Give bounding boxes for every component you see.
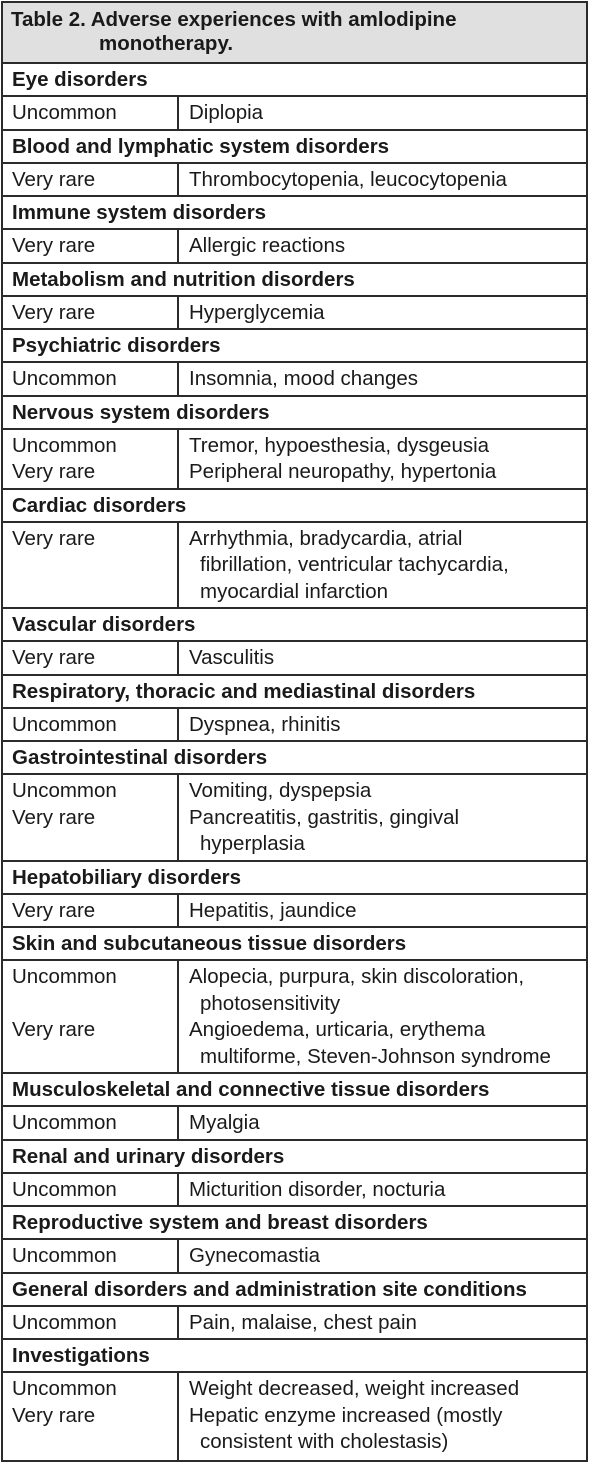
section-header: Respiratory, thoracic and mediastinal disorders xyxy=(3,676,586,709)
frequency-label: Uncommon xyxy=(12,1310,117,1334)
frequency-label: Uncommon xyxy=(12,1111,117,1134)
table-caption xyxy=(3,3,586,64)
frequency-label: Very rare xyxy=(12,1018,96,1041)
adverse-event-text: Allergic reactions xyxy=(189,234,346,257)
frequency-cell xyxy=(3,430,179,488)
table-row xyxy=(3,164,586,198)
frequency-cell xyxy=(3,297,179,329)
adverse-events-cell xyxy=(179,709,586,741)
frequency-cell xyxy=(3,709,179,741)
adverse-events-cell xyxy=(179,164,586,196)
frequency-label: Uncommon xyxy=(12,965,117,988)
frequency-cell xyxy=(3,1174,179,1206)
frequency-label: Uncommon xyxy=(12,101,117,124)
table-row xyxy=(3,363,586,397)
adverse-events-cell xyxy=(179,1174,586,1206)
section-header: Hepatobiliary disorders xyxy=(3,862,586,895)
frequency-label xyxy=(12,991,177,1018)
adverse-event-text: myocardial infarction xyxy=(200,579,388,603)
section-header: Cardiac disorders xyxy=(3,490,586,523)
table-row xyxy=(3,1174,586,1208)
section-header: Metabolism and nutrition disorders xyxy=(3,264,586,297)
adverse-event-text: Weight decreased, weight increased xyxy=(189,1377,520,1400)
table-body xyxy=(3,64,586,1460)
frequency-cell xyxy=(3,230,179,262)
adverse-event-text: Thrombocytopenia, leucocytopenia xyxy=(189,167,507,191)
adverse-events-cell xyxy=(179,97,586,129)
adverse-events-cell xyxy=(179,1240,586,1272)
adverse-events-cell xyxy=(179,895,586,927)
table-row xyxy=(3,709,586,743)
frequency-cell xyxy=(3,775,179,860)
frequency-cell xyxy=(3,961,179,1072)
adverse-events-cell xyxy=(179,430,586,488)
adverse-events-cell xyxy=(179,1107,586,1139)
frequency-label: Very rare xyxy=(12,1403,96,1427)
section-header: Immune system disorders xyxy=(3,197,586,230)
adverse-event-text: Myalgia xyxy=(189,1111,260,1134)
section-header: Eye disorders xyxy=(3,64,586,97)
table-row xyxy=(3,1307,586,1341)
adverse-experiences-table xyxy=(1,1,588,1462)
adverse-event-text: multiforme, Steven-Johnson syndrome xyxy=(200,1044,551,1068)
adverse-events-cell xyxy=(179,1307,586,1339)
adverse-event-text: Vasculitis xyxy=(189,646,275,669)
frequency-label: Uncommon xyxy=(12,1244,117,1267)
table-row xyxy=(3,230,586,264)
adverse-events-cell xyxy=(179,775,586,860)
section-header: Renal and urinary disorders xyxy=(3,1141,586,1174)
frequency-cell xyxy=(3,363,179,395)
frequency-cell xyxy=(3,1107,179,1139)
adverse-event-text: Peripheral neuropathy, hypertonia xyxy=(189,460,497,483)
frequency-label: Very rare xyxy=(12,805,96,829)
table-row xyxy=(3,1373,586,1460)
frequency-cell xyxy=(3,642,179,674)
section-header: Musculoskeletal and connective tissue disorders xyxy=(3,1074,586,1107)
table-row xyxy=(3,961,586,1074)
adverse-event-text: Diplopia xyxy=(189,101,264,124)
table-title-line1: Table 2. Adverse experiences with amlodipine xyxy=(11,8,457,31)
table-row xyxy=(3,1240,586,1274)
section-header: Reproductive system and breast disorders xyxy=(3,1207,586,1240)
adverse-event-text: Hepatitis, jaundice xyxy=(189,898,357,922)
adverse-event-text: fibrillation, ventricular tachycardia, xyxy=(200,553,509,576)
adverse-event-text: consistent with cholestasis) xyxy=(200,1430,449,1453)
frequency-label: Uncommon xyxy=(12,1377,117,1400)
frequency-label: Uncommon xyxy=(12,433,117,457)
frequency-label: Uncommon xyxy=(12,712,117,736)
table-row xyxy=(3,775,586,862)
frequency-label: Uncommon xyxy=(12,779,117,802)
frequency-label: Very rare xyxy=(12,234,96,257)
adverse-events-cell xyxy=(179,230,586,262)
adverse-event-text: Insomnia, mood changes xyxy=(189,367,419,390)
adverse-event-text: hyperplasia xyxy=(200,832,305,855)
section-header: Investigations xyxy=(3,1340,586,1373)
adverse-events-cell xyxy=(179,363,586,395)
table-row xyxy=(3,297,586,331)
adverse-event-text: Angioedema, urticaria, erythema xyxy=(189,1018,486,1041)
section-header: Blood and lymphatic system disorders xyxy=(3,131,586,164)
frequency-label: Very rare xyxy=(12,646,96,669)
adverse-event-text: photosensitivity xyxy=(200,991,341,1015)
adverse-event-text: Dyspnea, rhinitis xyxy=(189,712,341,736)
frequency-label: Very rare xyxy=(12,167,96,191)
frequency-label: Very rare xyxy=(12,460,96,483)
section-header: Nervous system disorders xyxy=(3,397,586,430)
adverse-event-text: Hyperglycemia xyxy=(189,300,325,324)
frequency-cell xyxy=(3,523,179,608)
adverse-event-text: Tremor, hypoesthesia, dysgeusia xyxy=(189,433,490,457)
section-header: Skin and subcutaneous tissue disorders xyxy=(3,928,586,961)
adverse-event-text: Micturition disorder, nocturia xyxy=(189,1177,446,1201)
adverse-event-text: Alopecia, purpura, skin discoloration, xyxy=(189,965,525,988)
table-row xyxy=(3,97,586,131)
adverse-events-cell xyxy=(179,961,586,1072)
frequency-label: Very rare xyxy=(12,526,96,550)
table-row xyxy=(3,430,586,490)
table-title-line2: monotherapy. xyxy=(99,32,234,55)
adverse-event-text: Vomiting, dyspepsia xyxy=(189,779,372,802)
adverse-event-text: Arrhythmia, bradycardia, atrial xyxy=(189,526,463,550)
adverse-event-text: Hepatic enzyme increased (mostly xyxy=(189,1403,503,1427)
frequency-cell xyxy=(3,1307,179,1339)
frequency-cell xyxy=(3,164,179,196)
frequency-label: Uncommon xyxy=(12,1177,117,1201)
frequency-cell xyxy=(3,97,179,129)
frequency-label: Very rare xyxy=(12,300,96,324)
section-header: Gastrointestinal disorders xyxy=(3,742,586,775)
adverse-event-text: Pain, malaise, chest pain xyxy=(189,1310,417,1334)
table-row xyxy=(3,1107,586,1141)
table-row xyxy=(3,642,586,676)
frequency-label: Very rare xyxy=(12,898,96,922)
adverse-events-cell xyxy=(179,523,586,608)
adverse-events-cell xyxy=(179,297,586,329)
adverse-events-cell xyxy=(179,1373,586,1460)
adverse-event-text: Pancreatitis, gastritis, gingival xyxy=(189,805,460,829)
table-row xyxy=(3,895,586,929)
adverse-events-cell xyxy=(179,642,586,674)
section-header: General disorders and administration site conditions xyxy=(3,1274,586,1307)
section-header: Psychiatric disorders xyxy=(3,330,586,363)
frequency-cell xyxy=(3,1240,179,1272)
frequency-cell xyxy=(3,1373,179,1460)
frequency-label: Uncommon xyxy=(12,367,117,390)
table-row xyxy=(3,523,586,610)
section-header: Vascular disorders xyxy=(3,609,586,642)
adverse-event-text: Gynecomastia xyxy=(189,1244,321,1267)
frequency-cell xyxy=(3,895,179,927)
